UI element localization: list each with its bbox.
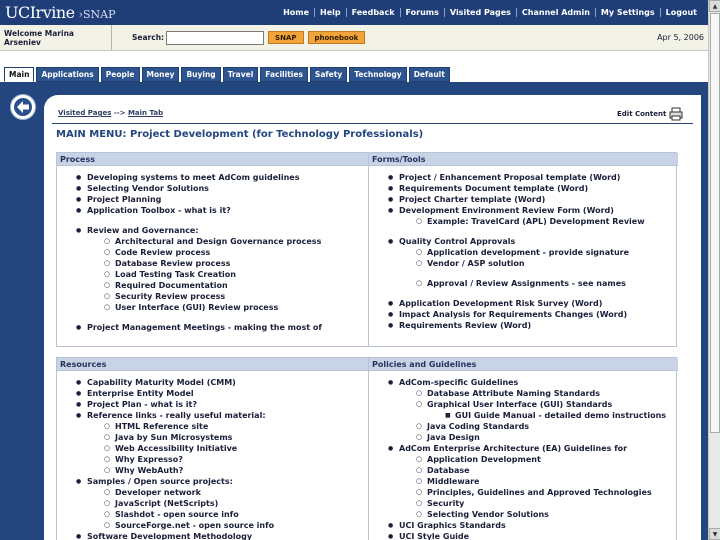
resources-heading: Resources [57,358,368,371]
nav-visited-pages[interactable]: Visited Pages [444,8,516,17]
nav-help[interactable]: Help [314,8,346,17]
list-item[interactable]: ● Enterprise Entity Model [57,388,368,399]
scroll-up-icon[interactable]: ▲ [709,0,720,12]
tab-travel[interactable]: Travel [223,67,259,82]
policies-list [369,371,678,540]
search-input[interactable] [166,31,264,45]
list-item[interactable]: ● UCI Style Guide [369,531,678,540]
search-label: Search: [132,33,165,42]
current-date: Apr 5, 2006 [657,33,704,42]
list-item[interactable]: ○ Database Review process [57,258,368,269]
list-item[interactable]: ● Samples / Open source projects: [57,476,368,487]
list-item[interactable]: ○ Required Documentation [57,280,368,291]
tab-buying[interactable]: Buying [181,67,220,82]
list-item[interactable]: ○ Load Testing Task Creation [57,269,368,280]
list-item[interactable]: ○ Database [369,465,678,476]
tab-bar [0,62,708,82]
tab-facilities[interactable]: Facilities [260,67,308,82]
brand-logo[interactable] [0,3,116,22]
list-item[interactable]: ○ Why WebAuth? [57,465,368,476]
list-item[interactable]: ○ Graphical User Interface (GUI) Standards [369,399,678,410]
list-item[interactable]: ○ Why Expresso? [57,454,368,465]
list-item[interactable]: ● Requirements Review (Word) [369,320,678,331]
list-item[interactable]: ● Developing systems to meet AdCom guidelines [57,172,368,183]
tab-technology[interactable]: Technology [349,67,406,82]
resources-section [57,358,368,540]
list-item[interactable]: ● Project Charter template (Word) [369,194,678,205]
list-item[interactable]: ● Impact Analysis for Requirements Changes (Word) [369,309,678,320]
policies-section [368,358,678,540]
list-item[interactable]: ○ Security Review process [57,291,368,302]
list-item[interactable]: ● Project Plan - what is it? [57,399,368,410]
list-item[interactable]: ○ Vendor / ASP solution [369,258,678,269]
nav-feedback[interactable]: Feedback [346,8,400,17]
list-item[interactable]: ○ Java Design [369,432,678,443]
printer-icon [669,107,683,121]
tab-people[interactable]: People [101,67,140,82]
nav-logout[interactable]: Logout [660,8,702,17]
list-item[interactable]: ● Project Planning [57,194,368,205]
snap-search-button[interactable]: SNAP [268,31,303,44]
page-title: MAIN MENU: Project Development (for Technology Professionals) [56,129,424,140]
back-button[interactable] [10,94,36,120]
forms-tools-list [369,166,678,331]
app-name: ›SNAP [78,8,116,21]
menu-grid-top [56,152,677,347]
list-item[interactable]: ○ Application development - provide signature [369,247,678,258]
tab-main[interactable]: Main [4,67,34,82]
list-item[interactable]: ● AdCom Enterprise Architecture (EA) Guidelines for [369,443,678,454]
tab-applications[interactable]: Applications [36,67,98,82]
forms-tools-section [368,153,678,346]
list-item[interactable]: ○ Slashdot - open source info [57,509,368,520]
edit-content-label: Edit Content [617,110,667,118]
list-item[interactable]: ○ Java by Sun Microsystems [57,432,368,443]
list-item[interactable]: ○ User Interface (GUI) Review process [57,302,368,313]
list-item[interactable]: ● UCI Graphics Standards [369,520,678,531]
phonebook-button[interactable]: phonebook [308,31,366,44]
list-item[interactable]: ○ Principles, Guidelines and Approved Technologies [369,487,678,498]
list-item[interactable]: ○ Architectural and Design Governance process [57,236,368,247]
list-item[interactable]: ● Development Environment Review Form (Word) [369,205,678,216]
tab-money[interactable]: Money [142,67,180,82]
scroll-down-icon[interactable]: ▼ [709,528,720,540]
vertical-scrollbar[interactable] [708,0,720,540]
edit-content-link[interactable] [617,107,683,121]
policies-heading: Policies and Guidelines [369,358,678,371]
list-item[interactable]: ○ Security [369,498,678,509]
breadcrumb-visited-pages[interactable]: Visited Pages [58,109,112,117]
process-heading: Process [57,153,368,166]
list-item[interactable]: ● Selecting Vendor Solutions [57,183,368,194]
list-item[interactable]: ○ Web Accessibility Initiative [57,443,368,454]
breadcrumb [58,109,163,117]
list-item[interactable]: ○ Selecting Vendor Solutions [369,509,678,520]
nav-my-settings[interactable]: My Settings [595,8,660,17]
forms-tools-heading: Forms/Tools [369,153,678,166]
list-item[interactable]: ○ HTML Reference site [57,421,368,432]
list-item[interactable]: ■ GUI Guide Manual - detailed demo instructions [369,410,678,421]
list-item[interactable]: ● Application Toolbox - what is it? [57,205,368,216]
breadcrumb-separator: --> [111,109,128,117]
back-arrow-icon [13,97,33,117]
list-item[interactable]: ● Software Development Methodology [57,531,368,540]
list-item[interactable]: ○ Code Review process [57,247,368,258]
tab-safety[interactable]: Safety [310,67,347,82]
list-item[interactable]: ○ Application Development [369,454,678,465]
resources-list [57,371,368,540]
list-item[interactable]: ○ SourceForge.net - open source info [57,520,368,531]
top-nav [278,8,708,17]
list-item[interactable]: ● Requirements Document template (Word) [369,183,678,194]
list-item[interactable]: ○ Java Coding Standards [369,421,678,432]
nav-channel-admin[interactable]: Channel Admin [516,8,595,17]
tab-default[interactable]: Default [409,67,450,82]
list-item[interactable]: ● Quality Control Approvals [369,236,678,247]
list-item[interactable]: ○ Middleware [369,476,678,487]
scroll-thumb[interactable] [710,13,720,433]
list-item[interactable]: ● Review and Governance: [57,225,368,236]
list-item[interactable]: ○ Database Attribute Naming Standards [369,388,678,399]
list-item[interactable]: ○ JavaScript (NetScripts) [57,498,368,509]
list-item[interactable]: ● Project / Enhancement Proposal template (Word) [369,172,678,183]
search-bar [0,25,708,51]
process-list [57,166,368,333]
content-frame [0,82,708,540]
header-divider [52,123,693,124]
nav-forums[interactable]: Forums [400,8,444,17]
menu-grid-bottom [56,357,677,540]
top-header [0,0,708,25]
list-item[interactable]: ○ Example: TravelCard (APL) Development Review [369,216,678,227]
main-content [44,95,701,540]
list-item[interactable]: ○ Approval / Review Assignments - see names [369,278,678,289]
list-item[interactable]: ○ Developer network [57,487,368,498]
list-item[interactable]: ● AdCom-specific Guidelines [369,377,678,388]
list-item[interactable]: ● Capability Maturity Model (CMM) [57,377,368,388]
brand-name: UCIrvine [5,3,75,22]
breadcrumb-main-tab[interactable]: Main Tab [127,109,164,117]
list-item[interactable]: ● Project Management Meetings - making the most of [57,322,368,333]
list-item[interactable]: ● Reference links - really useful material: [57,410,368,421]
list-item[interactable]: ● Application Development Risk Survey (Word) [369,298,678,309]
process-section [57,153,368,346]
nav-home[interactable]: Home [283,8,310,17]
welcome-text: Welcome Marina Arseniev [0,25,112,50]
